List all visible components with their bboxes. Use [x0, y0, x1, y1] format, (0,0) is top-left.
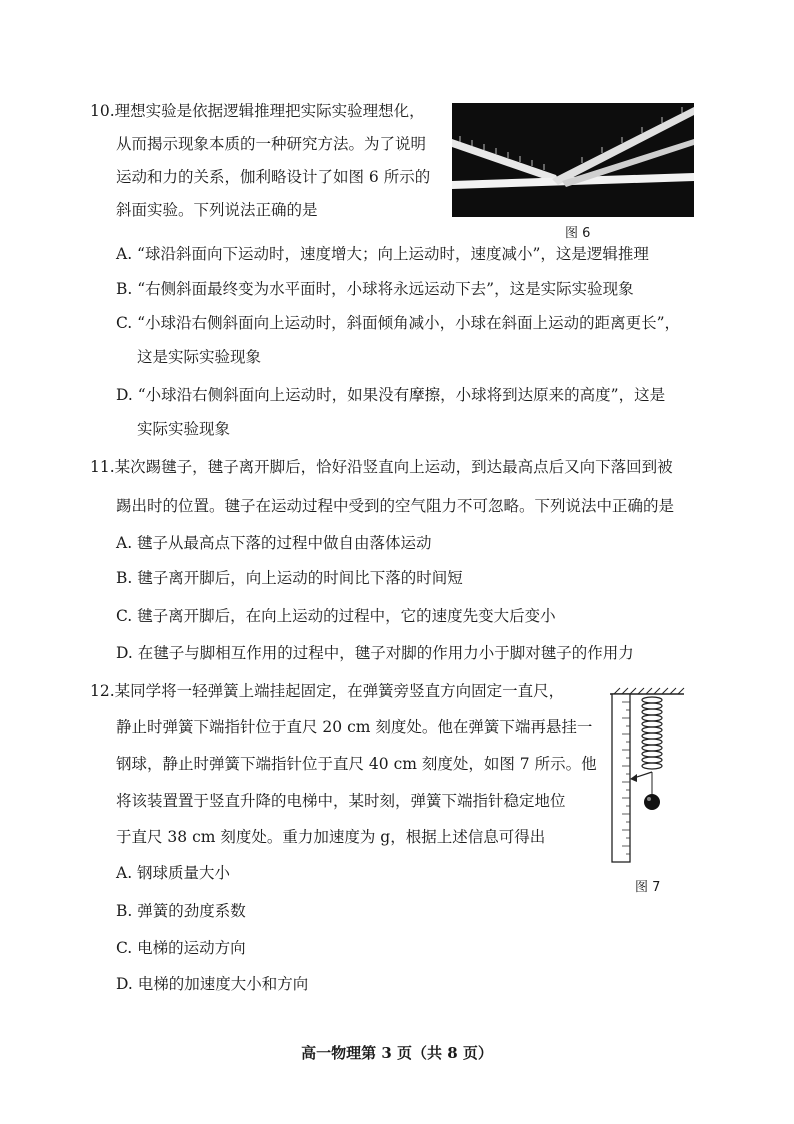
page-footer: 高一物理第 3 页（共 8 页） [301, 1044, 493, 1062]
figure-7-spring-ruler [604, 686, 688, 868]
q10-stem-line-3: 运动和力的关系，伽利略设计了如图 6 所示的 [116, 168, 431, 186]
q12-stem-line-5: 于直尺 38 cm 刻度处。重力加速度为 g，根据上述信息可得出 [116, 828, 546, 846]
q11-option-a: A. 毽子从最高点下落的过程中做自由落体运动 [116, 534, 432, 552]
figure-7-caption: 图 7 [635, 880, 661, 895]
q10-option-d-line-2: 实际实验现象 [137, 420, 231, 438]
q12-option-a: A. 钢球质量大小 [116, 864, 231, 882]
q10-stem-line-1: 10.理想实验是依据逻辑推理把实际实验理想化， [90, 102, 425, 120]
q11-option-d: D. 在毽子与脚相互作用的过程中，毽子对脚的作用力小于脚对毽子的作用力 [116, 644, 634, 662]
figure-6-caption: 图 6 [565, 226, 591, 241]
q10-option-d-line-1: D. “小球沿右侧斜面向上运动时，如果没有摩擦，小球将到达原来的高度”，这是 [116, 386, 666, 404]
q12-stem-line-1: 12.某同学将一轻弹簧上端挂起固定，在弹簧旁竖直方向固定一直尺， [90, 682, 565, 700]
q10-option-b: B. “右侧斜面最终变为水平面时，小球将永远运动下去”，这是实际实验现象 [116, 280, 634, 298]
q12-stem-line-2: 静止时弹簧下端指针位于直尺 20 cm 刻度处。他在弹簧下端再悬挂一 [116, 718, 593, 736]
q12-stem-line-4: 将该装置置于竖直升降的电梯中，某时刻，弹簧下端指针稳定地位 [116, 792, 566, 810]
figure-6-incline-photo [452, 103, 694, 217]
q11-stem-line-2: 踢出时的位置。毽子在运动过程中受到的空气阻力不可忽略。下列说法中正确的是 [116, 497, 675, 515]
q10-option-c-line-1: C. “小球沿右侧斜面向上运动时，斜面倾角减小，小球在斜面上运动的距离更长”， [116, 314, 681, 332]
q12-stem-line-3: 钢球，静止时弹簧下端指针位于直尺 40 cm 刻度处，如图 7 所示。他 [116, 755, 597, 773]
q11-option-c: C. 毽子离开脚后，在向上运动的过程中，它的速度先变大后变小 [116, 607, 556, 625]
q11-option-b: B. 毽子离开脚后，向上运动的时间比下落的时间短 [116, 569, 463, 587]
q10-option-c-line-2: 这是实际实验现象 [137, 348, 262, 366]
q10-stem-line-4: 斜面实验。下列说法正确的是 [116, 201, 318, 219]
q10-option-a: A. “球沿斜面向下运动时，速度增大；向上运动时，速度减小”，这是逻辑推理 [116, 245, 649, 263]
q12-option-b: B. 弹簧的劲度系数 [116, 902, 246, 920]
q10-stem-line-2: 从而揭示现象本质的一种研究方法。为了说明 [116, 135, 427, 153]
q12-option-d: D. 电梯的加速度大小和方向 [116, 975, 309, 993]
q12-option-c: C. 电梯的运动方向 [116, 939, 246, 957]
q11-stem-line-1: 11.某次踢毽子，毽子离开脚后，恰好沿竖直向上运动，到达最高点后又向下落回到被 [90, 458, 673, 476]
